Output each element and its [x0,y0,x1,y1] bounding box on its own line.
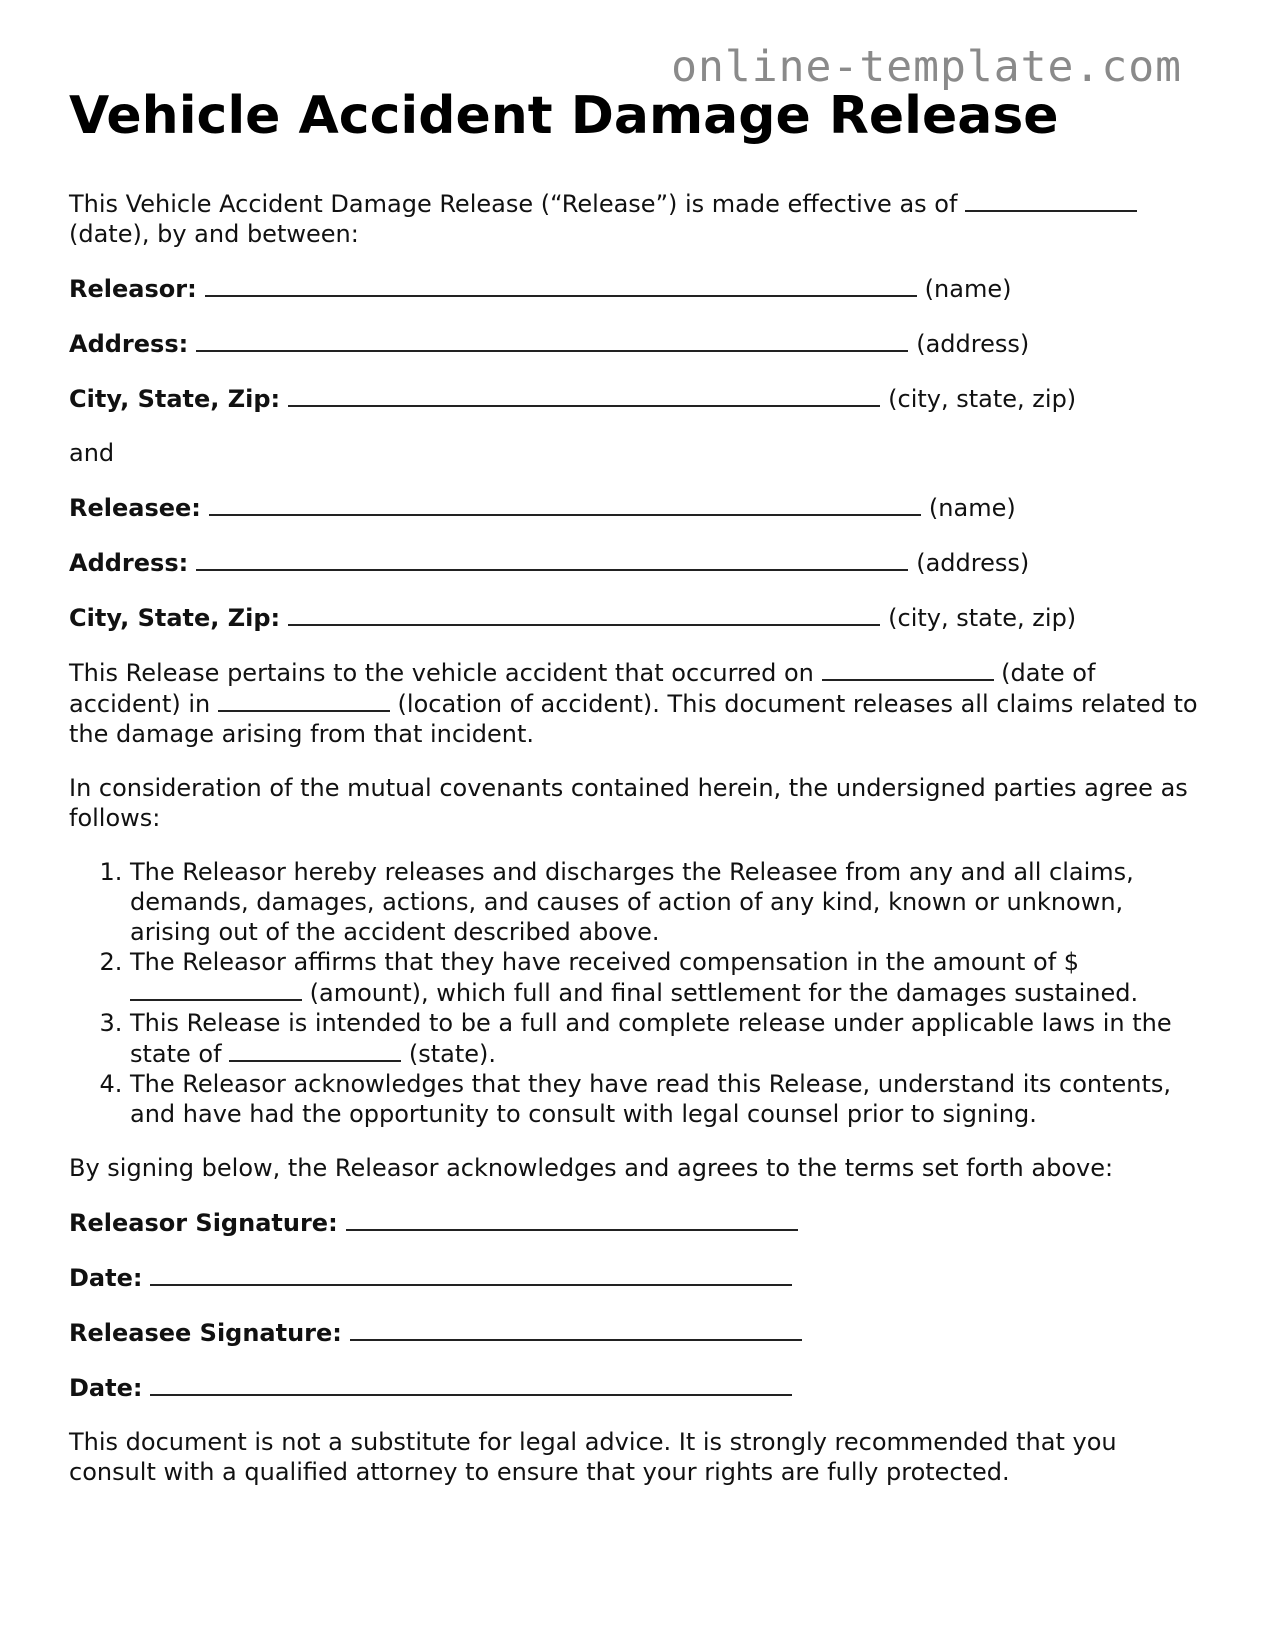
pertains-text: (location of accident). This document releases all claims related to the damage arising from that incident. [69,690,1198,748]
list-item: 4. The Releasor acknowledges that they have read this Release, understand its contents, and have had the opportunity to consult with legal counsel prior to signing. [130,1069,1209,1129]
term-text: (amount), which full and final settlement for the damages sustained. [309,979,1139,1007]
list-item: 1. The Releasor hereby releases and discharges the Releasee from any and all claims, demands, damages, actions, and causes of action of any kind, known or unknown, arising out of the accident described above. [130,857,1209,947]
releasor-date-blank[interactable] [150,1262,792,1286]
terms-list [69,857,1209,1129]
field-hint: (name) [924,275,1012,303]
amount-blank[interactable] [130,977,302,1001]
field-hint: (city, state, zip) [888,604,1077,632]
intro-date-hint: (date), by and between: [69,220,359,248]
document-body [69,84,1209,1511]
intro-paragraph [69,188,1209,249]
term-text: The Releasor affirms that they have received compensation in the amount of $ [130,948,1080,976]
releasee-city-blank[interactable] [288,602,880,626]
field-label: City, State, Zip: [69,385,281,413]
releasor-signature-blank[interactable] [346,1207,798,1231]
releasor-city-field [69,383,1209,414]
and-text: and [69,439,115,467]
disclaimer-paragraph: This document is not a substitute for legal advice. It is strongly recommended that you consult with a qualified attorney to ensure that your rights are fully protected. [69,1428,1117,1486]
releasee-signature-blank[interactable] [350,1317,802,1341]
field-hint: (city, state, zip) [888,385,1077,413]
releasor-address-field [69,328,1209,359]
field-label: Releasee: [69,494,201,522]
releasee-signature-field [69,1317,1209,1348]
releasee-name-field [69,492,1209,523]
pertains-paragraph [69,657,1209,749]
watermark: online-template.com [671,42,1182,92]
term-text: This Release is intended to be a full and complete release under applicable laws in the state of [130,1009,1172,1068]
field-hint: (name) [928,494,1016,522]
releasor-date-field [69,1262,1209,1293]
intro-text: This Vehicle Accident Damage Release (“Release”) is made effective as of [69,190,958,218]
field-label: Releasor: [69,275,197,303]
releasee-city-field [69,602,1209,633]
list-item [130,947,1209,1008]
pertains-text: (date of accident) in [69,659,1096,718]
releasee-date-blank[interactable] [150,1372,792,1396]
signing-intro: By signing below, the Releasor acknowledges and agrees to the terms set forth above: [69,1154,1114,1182]
field-label: Address: [69,330,189,358]
field-label: City, State, Zip: [69,604,281,632]
field-label: Date: [69,1264,143,1292]
accident-location-blank[interactable] [218,688,390,712]
page-title: Vehicle Accident Damage Release [69,86,1059,146]
state-blank[interactable] [229,1038,401,1062]
field-hint: (address) [916,330,1030,358]
accident-date-blank[interactable] [822,657,994,681]
field-label: Releasee Signature: [69,1319,342,1347]
releasee-date-field [69,1372,1209,1403]
releasor-signature-field [69,1207,1209,1238]
field-label: Releasor Signature: [69,1209,338,1237]
releasee-address-field [69,547,1209,578]
releasee-name-blank[interactable] [209,492,921,516]
releasee-address-blank[interactable] [196,547,908,571]
releasor-address-blank[interactable] [196,328,908,352]
releasor-name-field [69,273,1209,304]
pertains-text: This Release pertains to the vehicle accident that occurred on [69,659,814,687]
releasor-city-blank[interactable] [288,383,880,407]
releasor-name-blank[interactable] [205,273,917,297]
effective-date-blank[interactable] [965,188,1137,212]
term-text: (state). [408,1040,496,1068]
list-item [130,1008,1209,1069]
field-label: Date: [69,1374,143,1402]
consideration-paragraph: In consideration of the mutual covenants contained herein, the undersigned parties agree as follows: [69,774,1188,832]
field-hint: (address) [916,549,1030,577]
field-label: Address: [69,549,189,577]
